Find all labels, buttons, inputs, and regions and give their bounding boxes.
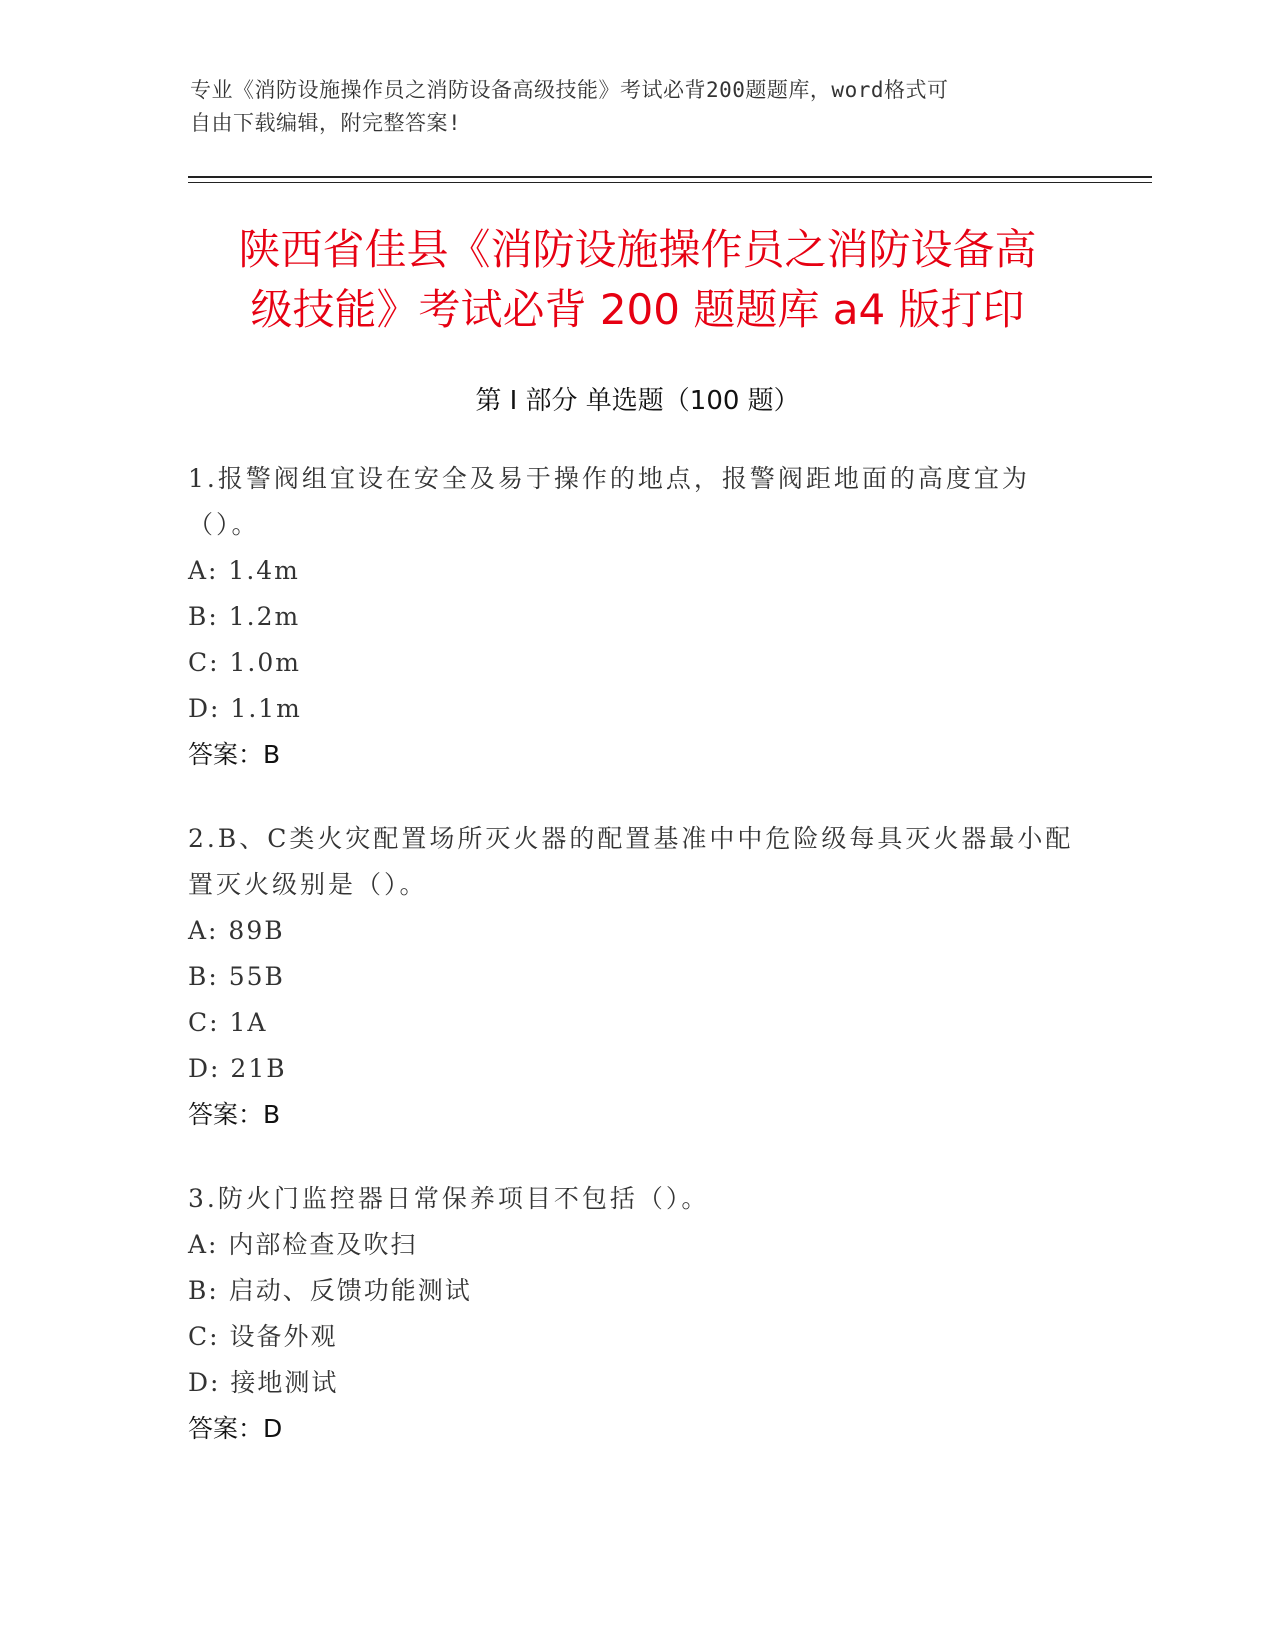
document-title-line: 级技能》考试必背 200 题题库 a4 版打印	[250, 285, 1025, 334]
question-stem: 1.报警阀组宜设在安全及易于操作的地点，报警阀距地面的高度宜为（）。	[188, 464, 1030, 539]
question-option: C: 设备外观	[188, 1322, 338, 1351]
question-option: A: 内部检查及吹扫	[188, 1230, 418, 1259]
question-option: A: 1.4m	[188, 556, 300, 585]
question-option: B: 启动、反馈功能测试	[188, 1276, 472, 1305]
question-option: A: 89B	[188, 916, 285, 945]
question-option: D: 21B	[188, 1054, 287, 1083]
question-answer: 答案：D	[188, 1414, 283, 1443]
header-note-line: 专业《消防设施操作员之消防设备高级技能》考试必背200题题库，word格式可	[190, 78, 949, 102]
question-option: C: 1.0m	[188, 648, 301, 677]
question-option: B: 55B	[188, 962, 285, 991]
document-title	[150, 220, 1125, 340]
question-option: B: 1.2m	[188, 602, 301, 631]
question-option: D: 1.1m	[188, 694, 302, 723]
section-title: 第 I 部分 单选题（100 题）	[475, 386, 800, 416]
question-item	[188, 816, 1088, 1138]
question-option: D: 接地测试	[188, 1368, 339, 1397]
header-note	[190, 74, 1070, 140]
question-item	[188, 1176, 1088, 1452]
question-item	[188, 456, 1088, 778]
question-option: C: 1A	[188, 1008, 268, 1037]
document-title-line: 陕西省佳县《消防设施操作员之消防设备高	[238, 225, 1037, 274]
header-note-line: 自由下载编辑，附完整答案!	[190, 111, 462, 135]
question-stem: 3.防火门监控器日常保养项目不包括（）。	[188, 1184, 710, 1213]
header-divider-thick	[188, 176, 1152, 178]
question-answer: 答案：B	[188, 740, 281, 769]
question-stem: 2.B、C类火灾配置场所灭火器的配置基准中中危险级每具灭火器最小配置灭火级别是（）。	[188, 824, 1074, 899]
header-divider-thin	[188, 182, 1152, 183]
question-answer: 答案：B	[188, 1100, 281, 1129]
